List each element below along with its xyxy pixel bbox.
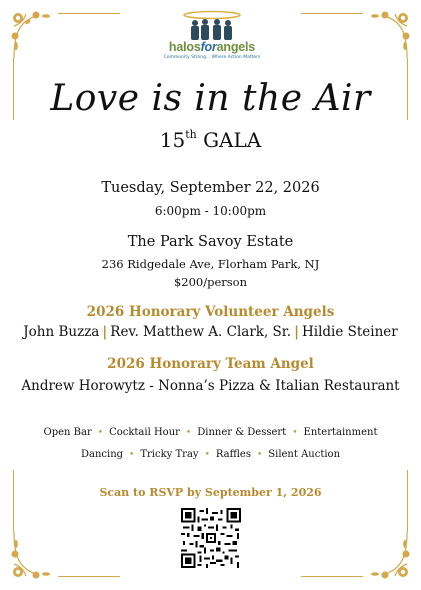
rsvp-text: Scan to RSVP by September 1, 2026 — [99, 486, 322, 499]
floral-corner-icon — [355, 524, 415, 584]
floral-corner-icon — [355, 6, 415, 66]
volunteer-angels-heading: 2026 Honorary Volunteer Angels — [86, 304, 335, 320]
honoree-name: John Buzza — [23, 324, 100, 340]
feature-item: Tricky Tray — [140, 449, 199, 460]
feature-item: Entertainment — [303, 427, 378, 438]
ticket-price: $200/person — [173, 275, 248, 289]
halo-icon — [177, 10, 247, 42]
feature-item: Silent Auction — [268, 449, 341, 460]
logo-wordmark: halosforangels — [168, 40, 256, 54]
feature-item: Open Bar — [43, 427, 92, 438]
floral-corner-icon — [6, 524, 66, 584]
honoree-name: Hildie Steiner — [301, 324, 398, 340]
logo-tagline: Community Strong... Where Action Matters — [163, 55, 261, 60]
rsvp-qr-code[interactable] — [181, 508, 241, 568]
event-date: Tuesday, September 22, 2026 — [101, 180, 320, 196]
border-line — [13, 470, 14, 532]
halos-for-angels-logo — [160, 10, 264, 70]
floral-corner-icon — [6, 6, 66, 66]
team-angel-name: Andrew Horowytz - Nonna’s Pizza & Italian Restaurant — [21, 378, 400, 394]
border-line — [301, 576, 363, 577]
features-row-1: Open Bar • Cocktail Hour • Dinner & Dessert • Entertainment — [43, 427, 378, 438]
border-line — [301, 13, 363, 14]
border-line — [58, 13, 120, 14]
feature-item: Cocktail Hour — [109, 427, 180, 438]
separator: | — [294, 324, 299, 340]
feature-item: Raffles — [215, 449, 251, 460]
feature-item: Dancing — [80, 449, 124, 460]
separator: | — [102, 324, 108, 340]
team-angel-heading: 2026 Honorary Team Angel — [107, 356, 314, 372]
border-line — [407, 470, 408, 532]
volunteer-angels-names — [0, 324, 421, 340]
event-venue: The Park Savoy Estate — [127, 234, 294, 250]
event-title: Love is in the Air — [50, 78, 371, 119]
gala-label: 15th GALA — [159, 128, 262, 152]
features-row-2: Dancing • Tricky Tray • Raffles • Silent Auction — [80, 449, 341, 460]
border-line — [58, 576, 120, 577]
event-address: 236 Ridgedale Ave, Florham Park, NJ — [101, 257, 320, 271]
feature-item: Dinner & Dessert — [197, 427, 287, 438]
event-time: 6:00pm - 10:00pm — [154, 204, 267, 218]
honoree-name: Rev. Matthew A. Clark, Sr. — [110, 324, 292, 340]
